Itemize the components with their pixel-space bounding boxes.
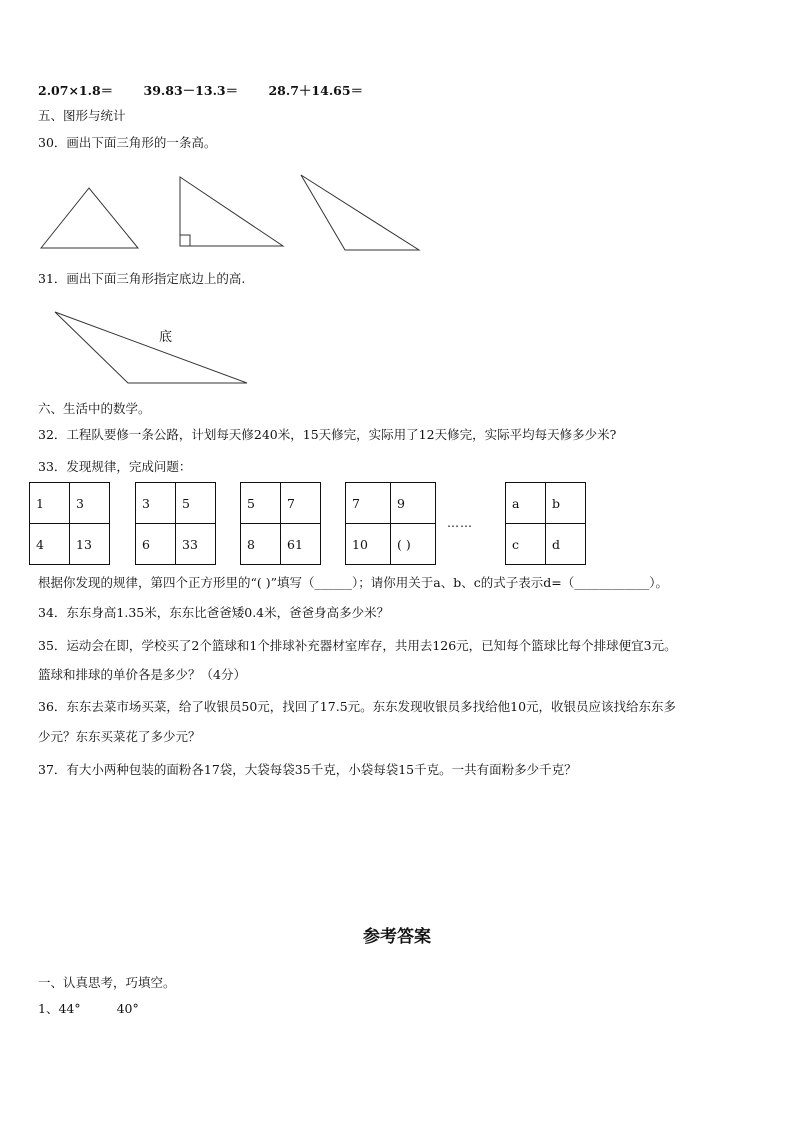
question-33-text: 根据你发现的规律，第四个正方形里的“( )”填写（______）；请你用关于a、b、c的式子表示d=（____________）。	[38, 575, 668, 590]
square-cell: 33	[176, 524, 216, 565]
answer-1	[38, 1000, 139, 1018]
question-31: 31．画出下面三角形指定底边上的高.	[38, 271, 246, 286]
answer-title: 参考答案	[363, 927, 431, 947]
section-5-heading: 五、图形与统计	[38, 108, 126, 123]
square-cell: 7	[346, 483, 391, 524]
square-cell: 5	[176, 483, 216, 524]
square-1	[29, 482, 110, 565]
square-cell: 1	[30, 483, 70, 524]
question-35-line-2: 篮球和排球的单价各是多少？（4分）	[38, 667, 246, 682]
square-cell: 4	[30, 524, 70, 565]
square-cell: 3	[70, 483, 110, 524]
question-36-line-2: 少元？东东买菜花了多少元？	[38, 729, 201, 744]
square-cell: 61	[281, 524, 321, 565]
right-angle-mark	[180, 235, 190, 246]
square-cell: 10	[346, 524, 391, 565]
square-cell: b	[546, 483, 586, 524]
question-35-line-1: 35．运动会在即，学校买了2个篮球和1个排球补充器材室库存，共用去126元，已知每个篮球比每个排球便宜3元。	[38, 638, 677, 653]
square-cell: 6	[136, 524, 176, 565]
square-5	[505, 482, 586, 565]
square-cell: 8	[241, 524, 281, 565]
question-34: 34．东东身高1.35米，东东比爸爸矮0.4米，爸爸身高多少米？	[38, 605, 390, 620]
question-33: 33．发现规律，完成问题：	[38, 459, 192, 474]
question-36-line-1: 36．东东去菜市场买菜，给了收银员50元，找回了17.5元。东东发现收银员多找给他10元，收银员应该找给东东多	[38, 699, 677, 714]
square-4	[345, 482, 436, 565]
square-2	[135, 482, 216, 565]
base-triangle	[55, 312, 247, 383]
square-cell: c	[506, 524, 546, 565]
square-cell: ( )	[391, 524, 436, 565]
answer-section-1: 一、认真思考，巧填空。	[38, 975, 176, 990]
square-3	[240, 482, 321, 565]
square-cell: a	[506, 483, 546, 524]
square-cell: 9	[391, 483, 436, 524]
calc-1: 2.07×1.8＝	[38, 83, 114, 98]
question-37: 37．有大小两种包装的面粉各17袋，大袋每袋35千克，小袋每袋15千克。一共有面粉多少千克？	[38, 762, 577, 777]
square-cell: 7	[281, 483, 321, 524]
ellipsis: ……	[447, 516, 473, 530]
calc-3: 28.7＋14.65＝	[268, 83, 364, 98]
square-cell: 13	[70, 524, 110, 565]
obtuse-triangle	[301, 175, 419, 250]
acute-triangle	[41, 188, 138, 248]
answer-1-part-2: 40°	[116, 1001, 139, 1016]
calc-2: 39.83－13.3＝	[143, 83, 239, 98]
section-6-heading: 六、生活中的数学。	[38, 401, 151, 416]
square-cell: 5	[241, 483, 281, 524]
question-32: 32．工程队要修一条公路，计划每天修240米，15天修完，实际用了12天修完，实际平均每天修多少米?	[38, 427, 617, 442]
square-cell: d	[546, 524, 586, 565]
base-label: 底	[159, 330, 173, 345]
answer-1-part-1: 1、44°	[38, 1001, 81, 1016]
square-cell: 3	[136, 483, 176, 524]
right-triangle	[180, 177, 283, 246]
question-30: 30．画出下面三角形的一条高。	[38, 135, 217, 150]
